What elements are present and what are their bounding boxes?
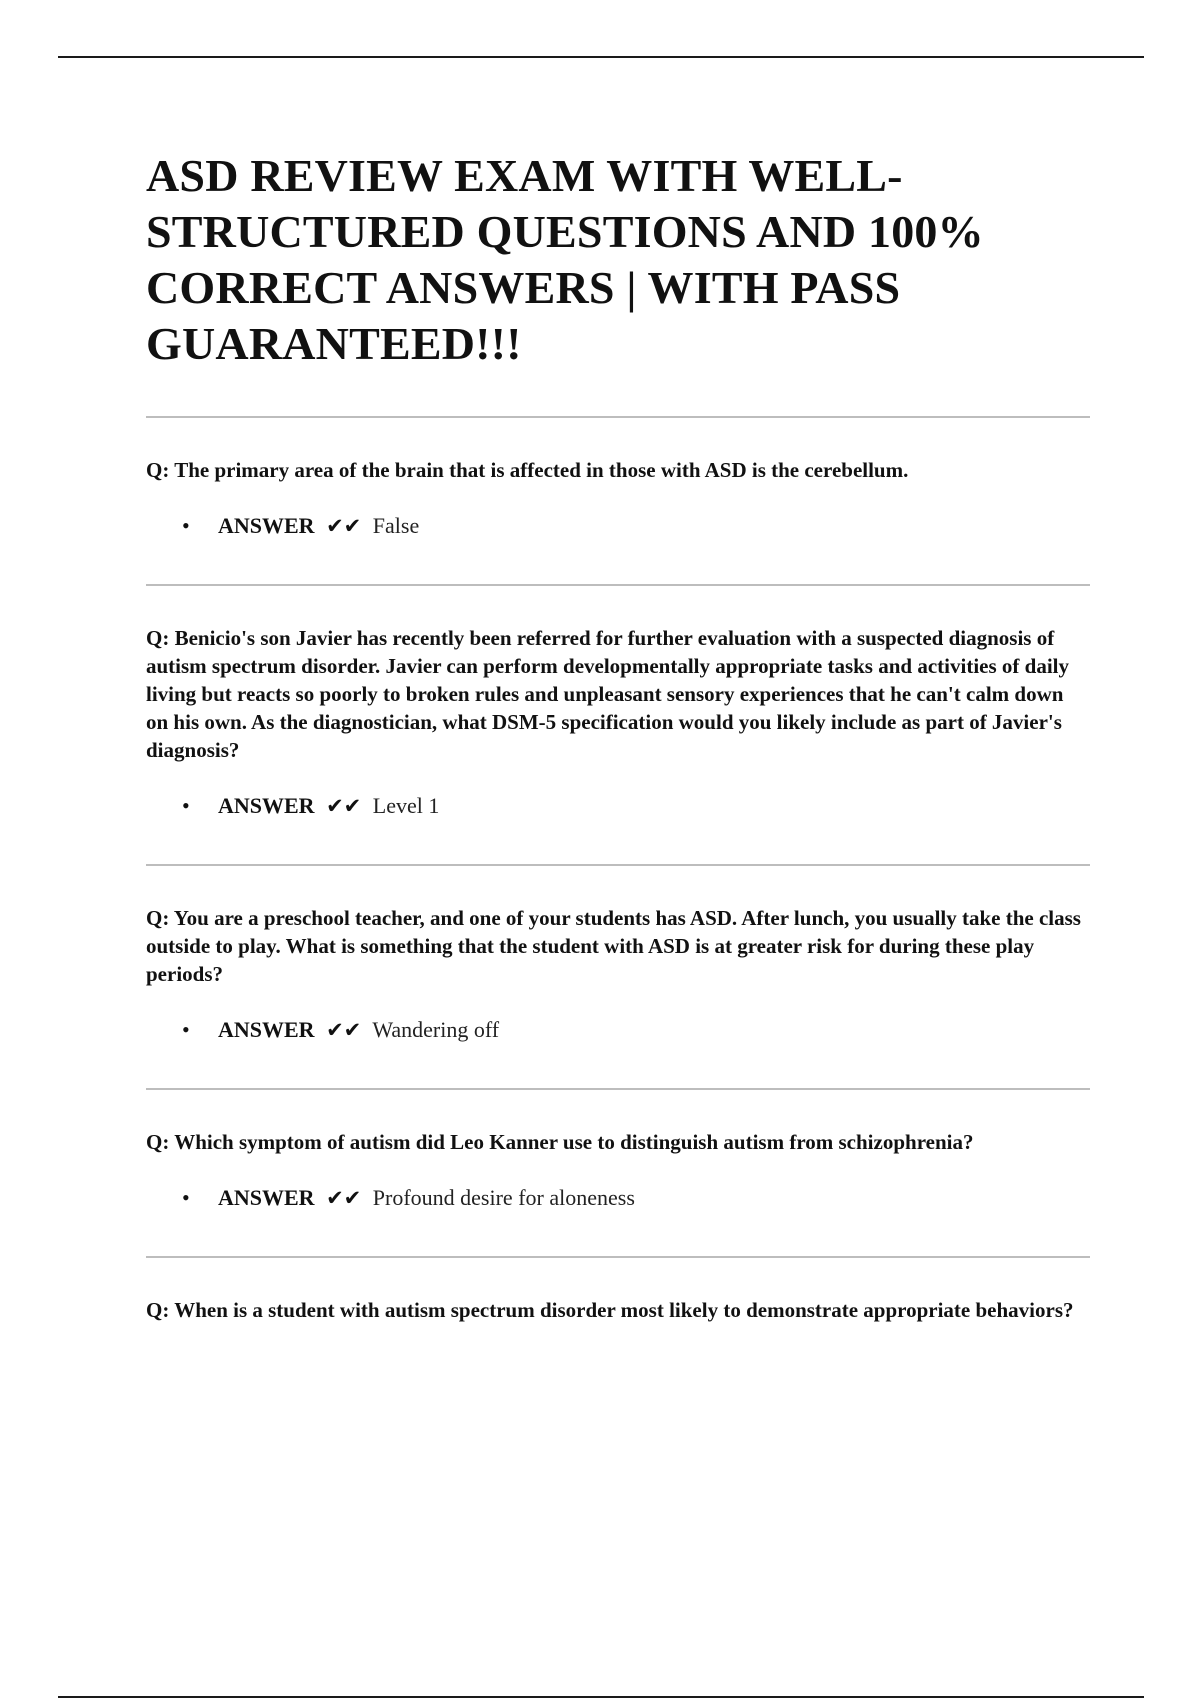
answer-label: ANSWER: [218, 793, 315, 818]
bullet-icon: •: [182, 1017, 190, 1042]
double-check-icon: ✔✔: [326, 794, 362, 818]
bullet-icon: •: [182, 1185, 190, 1210]
bullet-icon: •: [182, 513, 190, 538]
answer-list: [146, 792, 1090, 820]
answer-label: ANSWER: [218, 513, 315, 538]
answer-list: [146, 1184, 1090, 1212]
question-text: Q: You are a preschool teacher, and one of your students has ASD. After lunch, you usually take the class outside to play. What is something that the student with ASD is at greater risk for during these play periods?: [146, 906, 1081, 986]
qa-item-5: [146, 1258, 1090, 1324]
answer-text: Level 1: [372, 793, 440, 818]
answer-label: ANSWER: [218, 1017, 315, 1042]
question-text: Q: Benicio's son Javier has recently been referred for further evaluation with a suspected diagnosis of autism spectrum disorder. Javier can perform developmentally appropriate tasks and activities of daily living but reacts so poorly to broken rules and unpleasant sensory experiences that he can't calm down on his own. As the diagnostician, what DSM-5 specification would you likely include as part of Javier's diagnosis?: [146, 626, 1069, 762]
question-text: Q: When is a student with autism spectrum disorder most likely to demonstrate appropriate behaviors?: [146, 1298, 1074, 1322]
answer-item: [146, 1184, 1090, 1212]
document-title: ASD REVIEW EXAM WITH WELL-STRUCTURED QUESTIONS AND 100% CORRECT ANSWERS | WITH PASS GUARANTEED!!!: [146, 150, 984, 369]
double-check-icon: ✔✔: [326, 514, 362, 538]
answer-item: [146, 512, 1090, 540]
answer-text: False: [372, 513, 420, 538]
question-text: Q: The primary area of the brain that is affected in those with ASD is the cerebellum.: [146, 458, 909, 482]
qa-item-3: [146, 866, 1090, 1090]
answer-text: Profound desire for aloneness: [372, 1185, 635, 1210]
qa-item-1: [146, 418, 1090, 586]
answer-item: [146, 792, 1090, 820]
answer-label: ANSWER: [218, 1185, 315, 1210]
answer-list: [146, 512, 1090, 540]
bullet-icon: •: [182, 793, 190, 818]
qa-item-4: [146, 1090, 1090, 1258]
qa-item-2: [146, 586, 1090, 866]
answer-list: [146, 1016, 1090, 1044]
answer-item: [146, 1016, 1090, 1044]
double-check-icon: ✔✔: [326, 1186, 362, 1210]
page-top-rule: [58, 56, 1144, 58]
double-check-icon: ✔✔: [326, 1018, 362, 1042]
answer-text: Wandering off: [372, 1017, 500, 1042]
document-body: [146, 148, 1090, 1324]
question-text: Q: Which symptom of autism did Leo Kanner use to distinguish autism from schizophrenia?: [146, 1130, 974, 1154]
page-bottom-rule: [58, 1696, 1144, 1698]
